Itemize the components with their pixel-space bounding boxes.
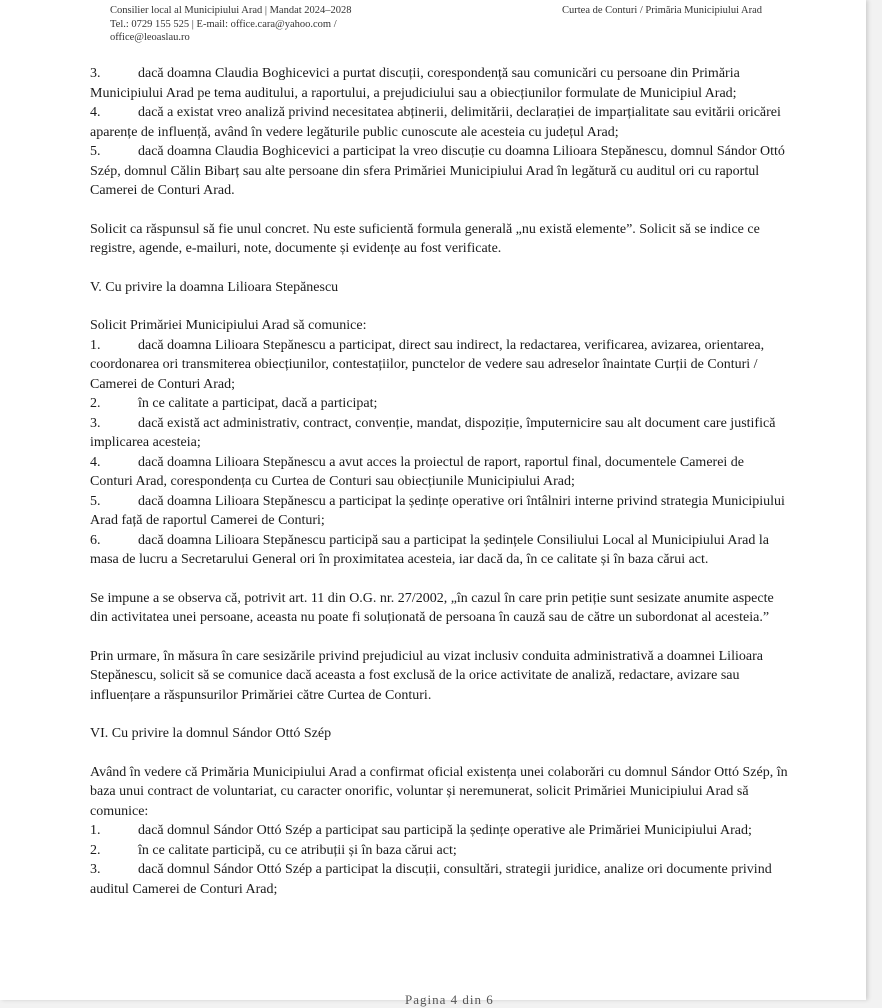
item-text: dacă doamna Lilioara Stepănescu a avut acces la proiectul de raport, raportul final, documentele Camerei de Conturi Arad, corespondența cu Curtea de Conturi sau obiecțiunile Municipiului Arad;: [90, 454, 745, 489]
section-vi-intro: Având în vedere că Primăria Municipiului Arad a confirmat oficial existența unei colaborări cu domnul Sándor Ottó Szép, în baza unui contract de voluntariat, cu caracter onorific, voluntar și neremunerat, solicit Primăriei Municipiului Arad să comunice:: [90, 764, 788, 819]
section-v-legal-quote: Se impune a se observa că, potrivit art. 11 din O.G. nr. 27/2002, „în cazul în care prin petiție sunt sesizate anumite aspecte din activitatea unei persoane, aceasta nu poate fi soluționată de persoana în cauză sau de către un subordonat al acesteia.”: [90, 590, 774, 625]
list-item: [90, 453, 790, 492]
list-item: [90, 821, 790, 841]
item-number: 4.: [90, 454, 101, 470]
item-number: 2.: [90, 842, 101, 858]
item-text: dacă doamna Lilioara Stepănescu a participat, direct sau indirect, la redactarea, verificarea, avizarea, orientarea, coordonarea ori transmiterea obiecțiunilor, contestațiilor, punctelor de vedere sau adreselor înaintate Curții de Conturi / Camerei de Conturi Arad;: [90, 337, 765, 392]
section-v-heading: V. Cu privire la doamna Lilioara Stepănescu: [90, 279, 339, 295]
page-number: Pagina 4 din 6: [405, 992, 494, 1007]
list-item: [90, 142, 790, 201]
item-number: 6.: [90, 532, 101, 548]
item-text: dacă doamna Lilioara Stepănescu a participat la ședințe operative ori întâlniri interne privind strategia Municipiului Arad față de raportul Camerei de Conturi;: [90, 493, 785, 528]
list-item: [90, 531, 790, 570]
item-number: 5.: [90, 493, 101, 509]
item-number: 4.: [90, 105, 101, 120]
item-text: în ce calitate a participat, dacă a participat;: [138, 396, 378, 411]
section-v-conclusion: Prin urmare, în măsura în care sesizările privind prejudiciul au vizat inclusiv conduita administrativă a doamnei Lilioara Stepănescu, solicit să se comunice dacă aceasta a fost exclusă de la orice activitate de analiză, redactare, avizare sau influențare a răspunsurilor Primăriei către Curtea de Conturi.: [90, 648, 763, 703]
item-text: în ce calitate participă, cu ce atribuții și în baza cărui act;: [138, 842, 457, 858]
list-item: [90, 103, 790, 142]
list-item: [90, 336, 790, 395]
item-text: dacă doamna Lilioara Stepănescu participă sau a participat la ședințele Consiliului Local al Municipiului Arad la masa de lucru a Secretarului General ori în proximitatea acesteia, iar dacă da, în ce calitate și în baza cărui act.: [90, 532, 769, 567]
header-right: [562, 4, 762, 18]
header-email: office@leoaslau.ro: [110, 32, 190, 43]
item-text: dacă a existat vreo analiză privind necesitatea abținerii, delimitării, declarației de imparțialitate sau evitării oricărei aparențe de influență, având în vedere legăturile public cunoscute ale acesteia cu județul Arad;: [90, 105, 781, 140]
item-number: 3.: [90, 862, 101, 877]
item-number: 3.: [90, 415, 101, 431]
item-number: 2.: [90, 396, 101, 411]
list-item: [90, 414, 790, 453]
header-recipient: Curtea de Conturi / Primăria Municipiului Arad: [562, 5, 763, 16]
list-item: [90, 860, 790, 899]
item-text: dacă există act administrativ, contract, convenție, mandat, dispoziție, împuternicire sau alt document care justifică implicarea acesteia;: [90, 415, 776, 450]
item-number: 1.: [90, 337, 101, 353]
list-item: [90, 394, 790, 414]
section-iv-closing: Solicit ca răspunsul să fie unul concret. Nu este suficientă formula generală „nu există elemente”. Solicit să se indice ce registre, agende, e-mailuri, note, documente și evidențe au fost verificate.: [90, 221, 760, 256]
item-text: dacă doamna Claudia Boghicevici a purtat discuții, corespondență sau comunicări cu persoane din Primăria Municipiului Arad pe tema auditului, a raportului, a prejudiciului sau a obiecțiunilor formulate de Municipiul Arad;: [90, 66, 740, 101]
item-text: dacă domnul Sándor Ottó Szép a participat la discuții, consultări, strategii juridice, analize ori documente privind auditul Camerei de Conturi Arad;: [90, 862, 772, 897]
list-item: [90, 64, 790, 103]
header-contact: Tel.: 0729 155 525 | E-mail: office.cara@yahoo.com /: [110, 18, 337, 30]
section-vi-heading: VI. Cu privire la domnul Sándor Ottó Szép: [90, 726, 332, 741]
document-body: [90, 64, 790, 899]
section-v-intro: Solicit Primăriei Municipiului Arad să comunice:: [90, 318, 367, 333]
item-number: 5.: [90, 144, 101, 159]
list-item: [90, 841, 790, 861]
list-item: [90, 492, 790, 531]
header-left: [110, 0, 352, 45]
item-number: 3.: [90, 66, 101, 81]
item-number: 1.: [90, 823, 101, 838]
header-council-mandate: Consilier local al Municipiului Arad | Mandat 2024–2028: [110, 5, 352, 16]
item-text: dacă domnul Sándor Ottó Szép a participat sau participă la ședințe operative ale Primăriei Municipiului Arad;: [138, 823, 752, 838]
item-text: dacă doamna Claudia Boghicevici a participat la vreo discuție cu doamna Lilioara Stepănescu, domnul Sándor Ottó Szép, domnul Călin Bibarț sau alte persoane din sfera Primăriei Municipiului Arad în legătură cu auditul ori cu raportul Camerei de Conturi Arad.: [90, 144, 785, 198]
